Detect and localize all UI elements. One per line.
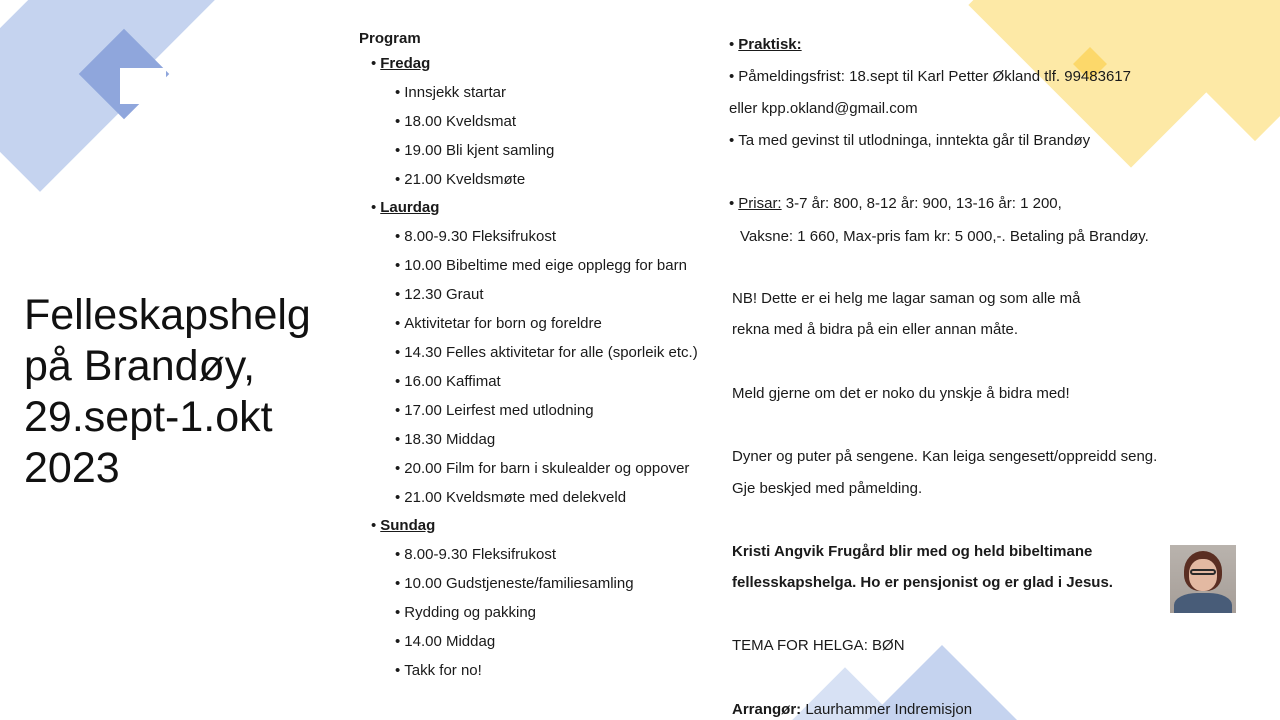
list-item: • 10.00 Bibeltime med eige opplegg for barn — [359, 251, 719, 280]
title-line: på Brandøy, — [24, 342, 256, 390]
page-title — [24, 290, 324, 494]
list-item: • 10.00 Gudstjeneste/familiesamling — [359, 569, 719, 598]
list-item: • 19.00 Bli kjent samling — [359, 136, 719, 165]
program-heading: Program — [359, 30, 421, 47]
program-list — [359, 28, 719, 685]
day-heading: • Fredag — [359, 50, 719, 78]
prices-text-2: Vaksne: 1 660, Max-pris fam kr: 5 000,-. Betaling på Brandøy. — [740, 228, 1149, 245]
theme-text: TEMA FOR HELGA: BØN — [732, 637, 905, 654]
list-item: • Takk for no! — [359, 656, 719, 685]
title-line: 2023 — [24, 444, 120, 492]
list-item: • 8.00-9.30 Fleksifrukost — [359, 222, 719, 251]
nb-text-2: rekna med å bidra på ein eller annan måte. — [732, 321, 1019, 338]
list-item: • 20.00 Film for barn i skulealder og oppover — [359, 454, 719, 483]
list-item: • Aktivitetar for born og foreldre — [359, 309, 719, 338]
list-item: • 8.00-9.30 Fleksifrukost — [359, 540, 719, 569]
organizer-text: Arrangør: Laurhammer Indremisjon — [732, 701, 973, 718]
list-item: • 12.30 Graut — [359, 280, 719, 309]
contribute-text: Meld gjerne om det er noko du ynskje å bidra med! — [732, 385, 1070, 402]
list-item: • 14.00 Middag — [359, 627, 719, 656]
day-heading: • Laurdag — [359, 194, 719, 222]
list-item: • 18.00 Kveldsmat — [359, 107, 719, 136]
title-line: 29.sept-1.okt — [24, 393, 273, 441]
prize-text: • Ta med gevinst til utlodninga, inntekta går til Brandøy — [729, 132, 1090, 149]
deadline-text: • Påmeldingsfrist: 18.sept til Karl Petter Økland tlf. 99483617 — [729, 68, 1131, 85]
bedding-text: Dyner og puter på sengene. Kan leiga sengesett/oppreidd seng. — [732, 448, 1158, 465]
list-item: • 16.00 Kaffimat — [359, 367, 719, 396]
speaker-photo — [1170, 545, 1236, 613]
list-item: • 21.00 Kveldsmøte — [359, 165, 719, 194]
speaker-text: Kristi Angvik Frugård blir med og held bibeltimane — [732, 543, 1093, 560]
practical-heading: • Praktisk: — [729, 36, 802, 53]
list-item: • 14.30 Felles aktivitetar for alle (sporleik etc.) — [359, 338, 719, 367]
list-item: • Innsjekk startar — [359, 78, 719, 107]
list-item: • 21.00 Kveldsmøte med delekveld — [359, 483, 719, 512]
nb-text: NB! Dette er ei helg me lagar saman og som alle må — [732, 290, 1081, 307]
day-heading: • Sundag — [359, 512, 719, 540]
list-item: • 17.00 Leirfest med utlodning — [359, 396, 719, 425]
email-text: eller kpp.okland@gmail.com — [729, 100, 918, 117]
speaker-text-2: fellesskapshelga. Ho er pensjonist og er glad i Jesus. — [732, 574, 1113, 591]
decor-shape — [120, 68, 166, 104]
list-item: • 18.30 Middag — [359, 425, 719, 454]
title-line: Felleskapshelg — [24, 291, 311, 339]
bedding-text-2: Gje beskjed med påmelding. — [732, 480, 923, 497]
prices-text: • Prisar: 3-7 år: 800, 8-12 år: 900, 13-16 år: 1 200, — [729, 195, 1062, 212]
list-item: • Rydding og pakking — [359, 598, 719, 627]
